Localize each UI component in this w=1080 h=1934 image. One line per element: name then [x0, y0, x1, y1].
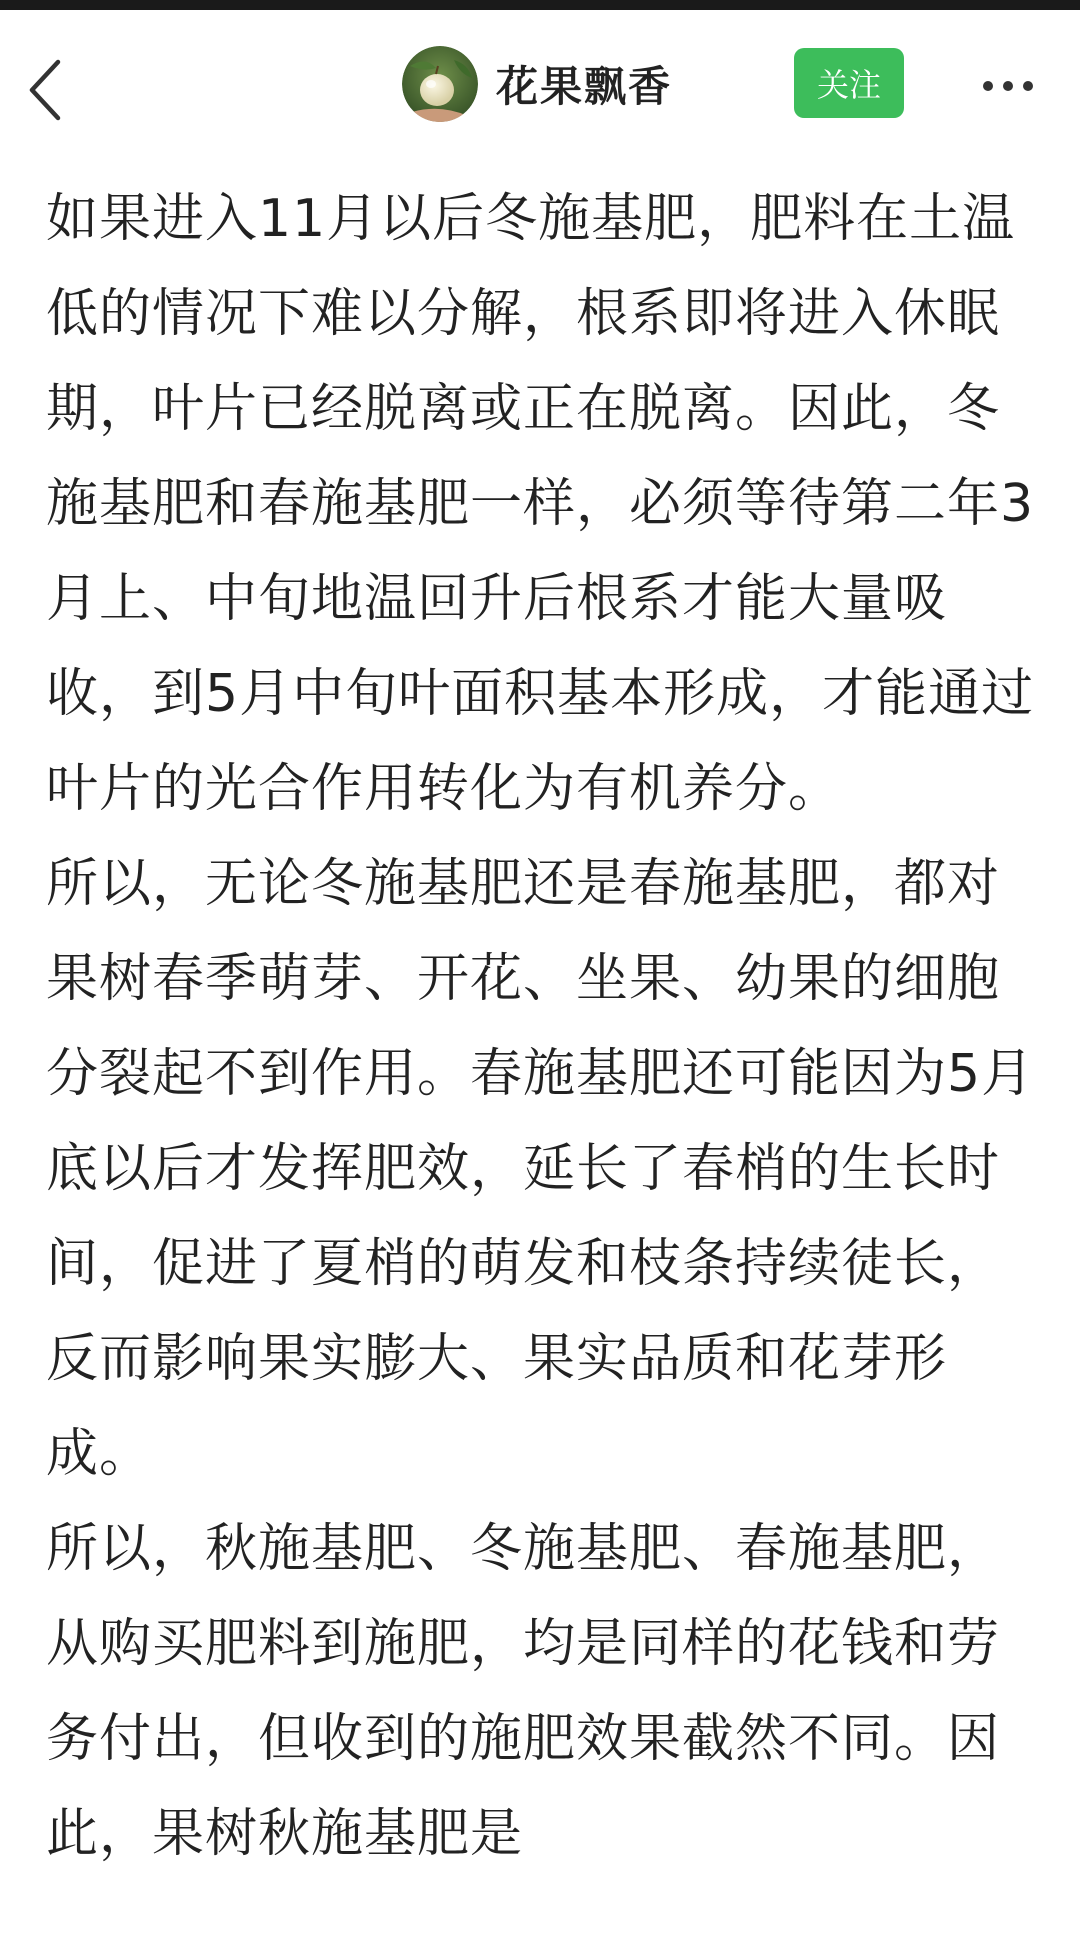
more-dots-icon [978, 66, 1038, 106]
status-bar [0, 0, 1080, 10]
author-info[interactable] [402, 44, 672, 124]
top-navigation-bar [0, 10, 1080, 158]
pear-fruit-avatar [402, 46, 478, 122]
article-paragraph: 所以，无论冬施基肥还是春施基肥，都对果树春季萌芽、开花、坐果、幼果的细胞分裂起不到作用。春施基肥还可能因为5月底以后才发挥肥效，延长了春梢的生长时间，促进了夏梢的萌发和枝条持续徒长，反而影响果实膨大、果实品质和花芽形成。 [46, 854, 1035, 1484]
author-name[interactable]: 花果飘香 [496, 62, 673, 111]
article-paragraph: 所以，秋施基肥、冬施基肥、春施基肥，从购买肥料到施肥，均是同样的花钱和劳务付出，但收到的施肥效果截然不同。因此，果树秋施基肥是 [46, 1519, 1001, 1864]
follow-button[interactable]: 关注 [794, 48, 904, 118]
avatar[interactable] [402, 46, 478, 122]
chevron-left-icon [22, 50, 72, 130]
article-body [46, 172, 1046, 1882]
article-paragraph: 如果进入11月以后冬施基肥，肥料在土温低的情况下难以分解，根系即将进入休眠期，叶片已经脱离或正在脱离。因此，冬施基肥和春施基肥一样，必须等待第二年3月上、中旬地温回升后根系才能大量吸收，到5月中旬叶面积基本形成，才能通过叶片的光合作用转化为有机养分。 [46, 189, 1035, 819]
more-button[interactable] [978, 66, 1038, 106]
back-button[interactable] [22, 50, 72, 130]
